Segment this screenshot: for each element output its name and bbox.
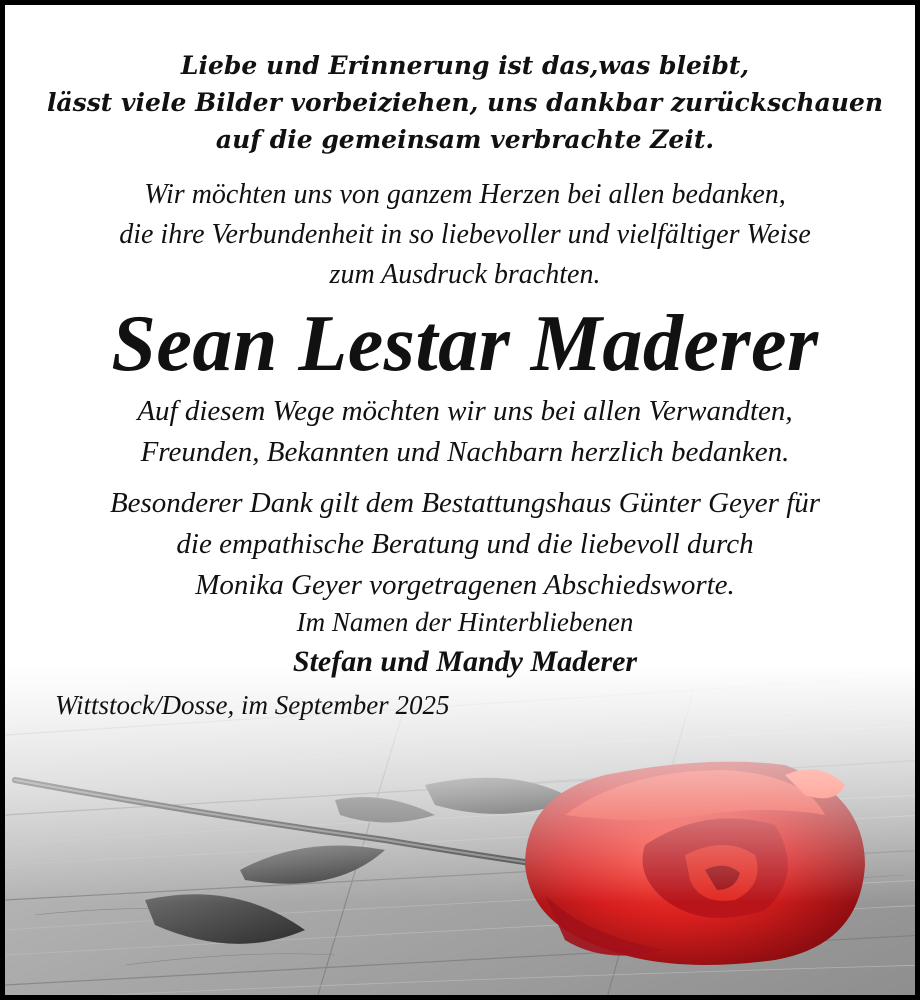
- deceased-name: Sean Lestar Maderer: [111, 300, 819, 388]
- place-date: Wittstock/Dosse, im September 2025: [55, 690, 450, 720]
- memorial-verse: [5, 47, 920, 158]
- relatives-thanks-paragraph: [5, 391, 920, 473]
- thanks-line: die ihre Verbundenheit in so liebevoller und vielfältiger Weise: [119, 219, 811, 250]
- special-thanks-line: Besonderer Dank gilt dem Bestattungshaus Günter Geyer für: [109, 487, 821, 519]
- on-behalf-line: Im Namen der Hinterbliebenen: [296, 607, 634, 637]
- relatives-thanks-line: Freunden, Bekannten und Nachbarn herzlich bedanken.: [140, 436, 790, 468]
- thanks-line: Wir möchten uns von ganzem Herzen bei allen bedanken,: [144, 179, 786, 210]
- verse-line: auf die gemeinsam verbrachte Zeit.: [215, 125, 715, 154]
- relatives-thanks-line: Auf diesem Wege möchten wir uns bei allen Verwandten,: [137, 395, 793, 427]
- special-thanks-line: Monika Geyer vorgetragenen Abschiedsworte.: [195, 569, 735, 601]
- thanks-paragraph: [5, 175, 920, 295]
- verse-line: Liebe und Erinnerung ist das,was bleibt,: [180, 51, 750, 80]
- family-names: Stefan und Mandy Maderer: [292, 645, 638, 678]
- thanks-line: zum Ausdruck brachten.: [329, 259, 601, 290]
- verse-line: lässt viele Bilder vorbeiziehen, uns dankbar zurückschauen: [46, 88, 884, 117]
- special-thanks-paragraph: [5, 483, 920, 606]
- special-thanks-line: die empathische Beratung und die liebevoll durch: [176, 528, 754, 560]
